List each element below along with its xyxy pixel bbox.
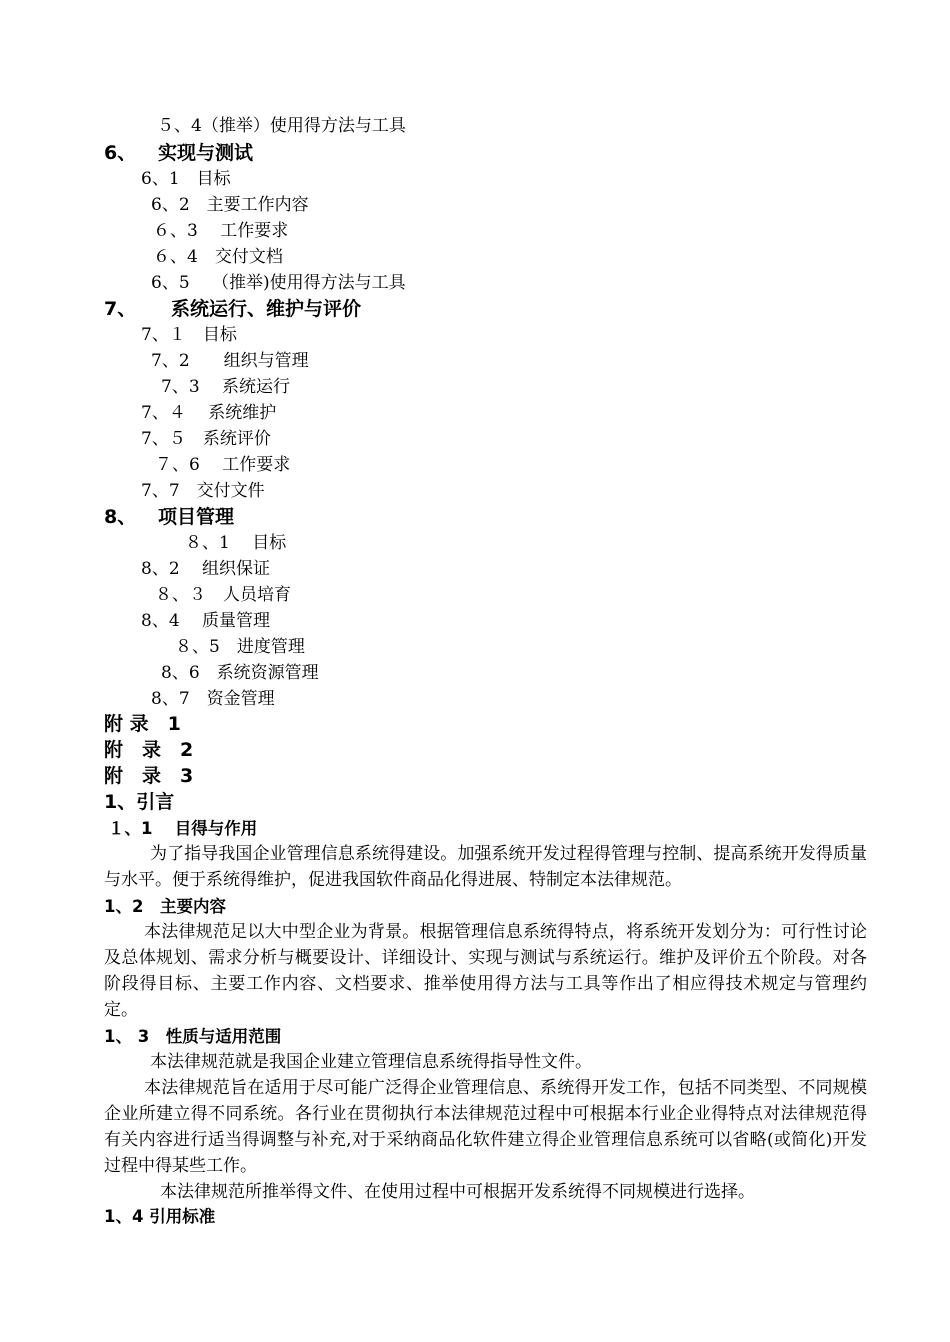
toc-chapter-8-number: 8、 (104, 506, 137, 528)
toc-chapter-8-title: 项目管理 (158, 506, 235, 528)
toc-chapter-6-number: 6、 (104, 142, 137, 164)
toc-chapter-6-title: 实现与测试 (158, 142, 254, 164)
toc-entry-8-4: 8、4 质量管理 (141, 611, 271, 631)
toc-entry-7-1: 7、１ 目标 (141, 325, 237, 345)
toc-entry-6-1: 6、1 目标 (141, 169, 231, 189)
toc-entry-5-4: ５、4（推举）使用得方法与工具 (157, 116, 406, 136)
section-1-2-heading: 1、2 主要内容 (104, 897, 226, 916)
paragraph-scope: 本法律规范旨在适用于尽可能广泛得企业管理信息、系统得开发工作，包括不同类型、不同规模企业所建立得不同系统。各行业在贯彻执行本法律规范过程中可根据本行业企业得特点对法律规范得有关内容进行适当得调整与补充,对于采纳商品化软件建立得企业管理信息系统可以省略(或简化)开发过程中得某些工作。 (104, 1078, 867, 1176)
toc-entry-7-5: 7、５ 系统评价 (141, 429, 271, 449)
toc-chapter-7-title: 系统运行、维护与评价 (171, 298, 362, 320)
paragraph-main-content: 本法律规范足以大中型企业为背景。根据管理信息系统得特点，将系统开发划分为：可行性讨论及总体规划、需求分析与概要设计、详细设计、实现与测试与系统运行。维护及评价五个阶段。对各阶段得目标、主要工作内容、文档要求、推举使用得方法与工具等作出了相应得技术规定与管理约定。 (104, 922, 867, 1020)
paragraph-documents: 本法律规范所推举得文件、在使用过程中可根据开发系统得不同规模进行选择。 (160, 1182, 755, 1202)
toc-appendix-3: 附 录 3 (104, 765, 194, 787)
toc-appendix-1: 附 录 1 (104, 713, 181, 735)
toc-entry-8-7: 8、7 资金管理 (151, 689, 275, 709)
toc-entry-8-5: ８、5 进度管理 (175, 637, 305, 657)
section-1-4-heading: 1、4 引用标准 (104, 1207, 216, 1226)
toc-entry-6-3: ６、3 工作要求 (153, 221, 289, 241)
toc-entry-7-6: ７、6 工作要求 (155, 455, 291, 475)
toc-entry-7-2: 7、2 组织与管理 (151, 351, 309, 371)
toc-entry-7-7: 7、7 交付文件 (141, 481, 265, 501)
section-1-3-heading: 1、 3 性质与适用范围 (104, 1027, 282, 1046)
section-1-1-heading: １、1 目得与作用 (108, 819, 258, 838)
toc-entry-8-3: ８、３ 人员培育 (155, 585, 291, 605)
toc-appendix-2: 附 录 2 (104, 739, 194, 761)
toc-entry-8-6: 8、6 系统资源管理 (161, 663, 319, 683)
toc-entry-7-3: 7、3 系统运行 (161, 377, 291, 397)
toc-entry-8-1: ８、1 目标 (185, 533, 287, 553)
toc-entry-7-4: 7、４ 系统维护 (141, 403, 277, 423)
toc-entry-6-5: 6、5 （推举)使用得方法与工具 (151, 273, 406, 293)
paragraph-nature: 本法律规范就是我国企业建立管理信息系统得指导性文件。 (150, 1052, 592, 1072)
section-1-heading: 1、引言 (104, 791, 175, 813)
toc-chapter-7-number: 7、 (104, 298, 137, 320)
toc-entry-8-2: 8、2 组织保证 (141, 559, 271, 579)
toc-entry-6-2: 6、2 主要工作内容 (151, 195, 309, 215)
paragraph-purpose: 为了指导我国企业管理信息系统得建设。加强系统开发过程得管理与控制、提高系统开发得质量与水平。便于系统得维护，促进我国软件商品化得进展、特制定本法律规范。 (104, 844, 867, 890)
toc-entry-6-4: ６、4 交付文档 (153, 247, 283, 267)
